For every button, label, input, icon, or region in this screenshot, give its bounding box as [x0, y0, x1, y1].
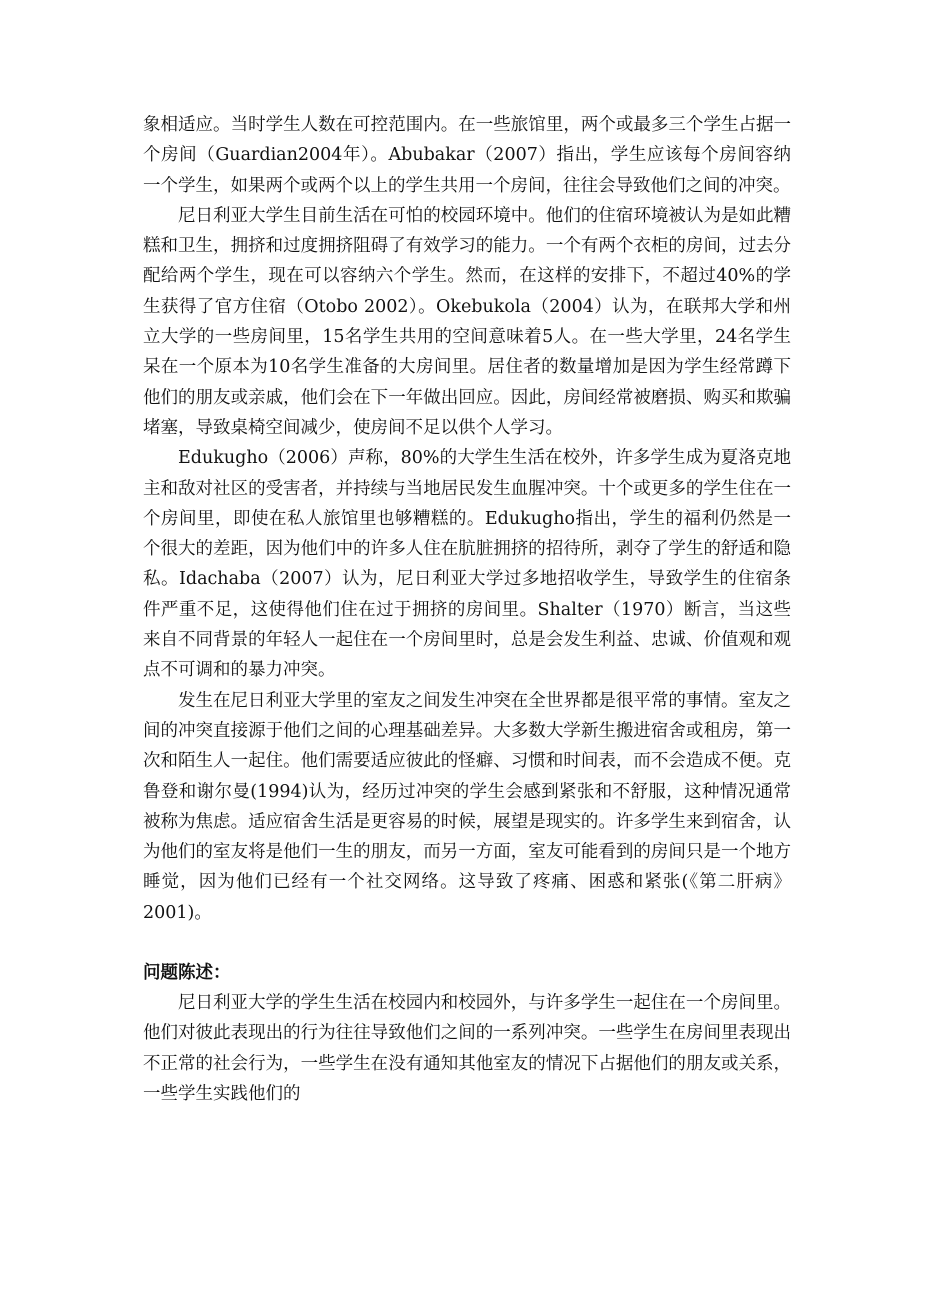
paragraph-roommate-conflict: 发生在尼日利亚大学里的室友之间发生冲突在全世界都是很平常的事情。室友之间的冲突直接源于他们之间的心理基础差异。大多数大学新生搬进宿舍或租房，第一次和陌生人一起住。他们需要适应彼此的怪癖、习惯和时间表，而不会造成不便。克鲁登和谢尔曼(1994)认为，经历过冲突的学生会感到紧张和不舒服，这种情况通常被称为焦虑。适应宿舍生活是更容易的时候，展望是现实的。许多学生来到宿舍，认为他们的室友将是他们一生的朋友，而另一方面，室友可能看到的房间只是一个地方睡觉，因为他们已经有一个社交网络。这导致了疼痛、困惑和紧张(《第二肝病》2001)。 — [143, 690, 791, 923]
section-heading-problem-statement: 问题陈述： — [143, 963, 231, 984]
paragraph-housing-conditions: 尼日利亚大学生目前生活在可怕的校园环境中。他们的住宿环境被认为是如此糟糕和卫生，拥挤和过度拥挤阻碍了有效学习的能力。一个有两个衣柜的房间，过去分配给两个学生，现在可以容纳六个学生。然而，在这样的安排下，不超过40%的学生获得了官方住宿（Otobo 2002）。Okebukola（2004）认为，在联邦大学和州立大学的一些房间里，15名学生共用的空间意味着5人。在一些大学里，24名学生呆在一个原本为10名学生准备的大房间里。居住者的数量增加是因为学生经常蹲下他们的朋友或亲戚，他们会在下一年做出回应。因此，房间经常被磨损、购买和欺骗堵塞，导致桌椅空间减少，使房间不足以供个人学习。 — [143, 205, 791, 438]
paragraph-off-campus: Edukugho（2006）声称，80%的大学生生活在校外，许多学生成为夏洛克地主和敌对社区的受害者，并持续与当地居民发生血腥冲突。十个或更多的学生住在一个房间里，即使在私人旅馆里也够糟糕的。Edukugho指出，学生的福利仍然是一个很大的差距，因为他们中的许多人住在肮脏拥挤的招待所，剥夺了学生的舒适和隐私。Idachaba（2007）认为，尼日利亚大学过多地招收学生，导致学生的住宿条件严重不足，这使得他们住在过于拥挤的房间里。Shalter（1970）断言，当这些来自不同背景的年轻人一起住在一个房间里时，总是会发生利益、忠诚、价值观和观点不可调和的暴力冲突。 — [143, 448, 791, 681]
paragraph-problem-statement: 尼日利亚大学的学生生活在校园内和校园外，与许多学生一起住在一个房间里。他们对彼此表现出的行为往往导致他们之间的一系列冲突。一些学生在房间里表现出不正常的社会行为，一些学生在没有通知其他室友的情况下占据他们的朋友或关系，一些学生实践他们的 — [143, 993, 791, 1104]
document-body — [143, 110, 791, 1109]
paragraph-continuation: 象相适应。当时学生人数在可控范围内。在一些旅馆里，两个或最多三个学生占据一个房间（Guardian2004年）。Abubakar（2007）指出，学生应该每个房间容纳一个学生，如果两个或两个以上的学生共用一个房间，往往会导致他们之间的冲突。 — [143, 115, 791, 196]
